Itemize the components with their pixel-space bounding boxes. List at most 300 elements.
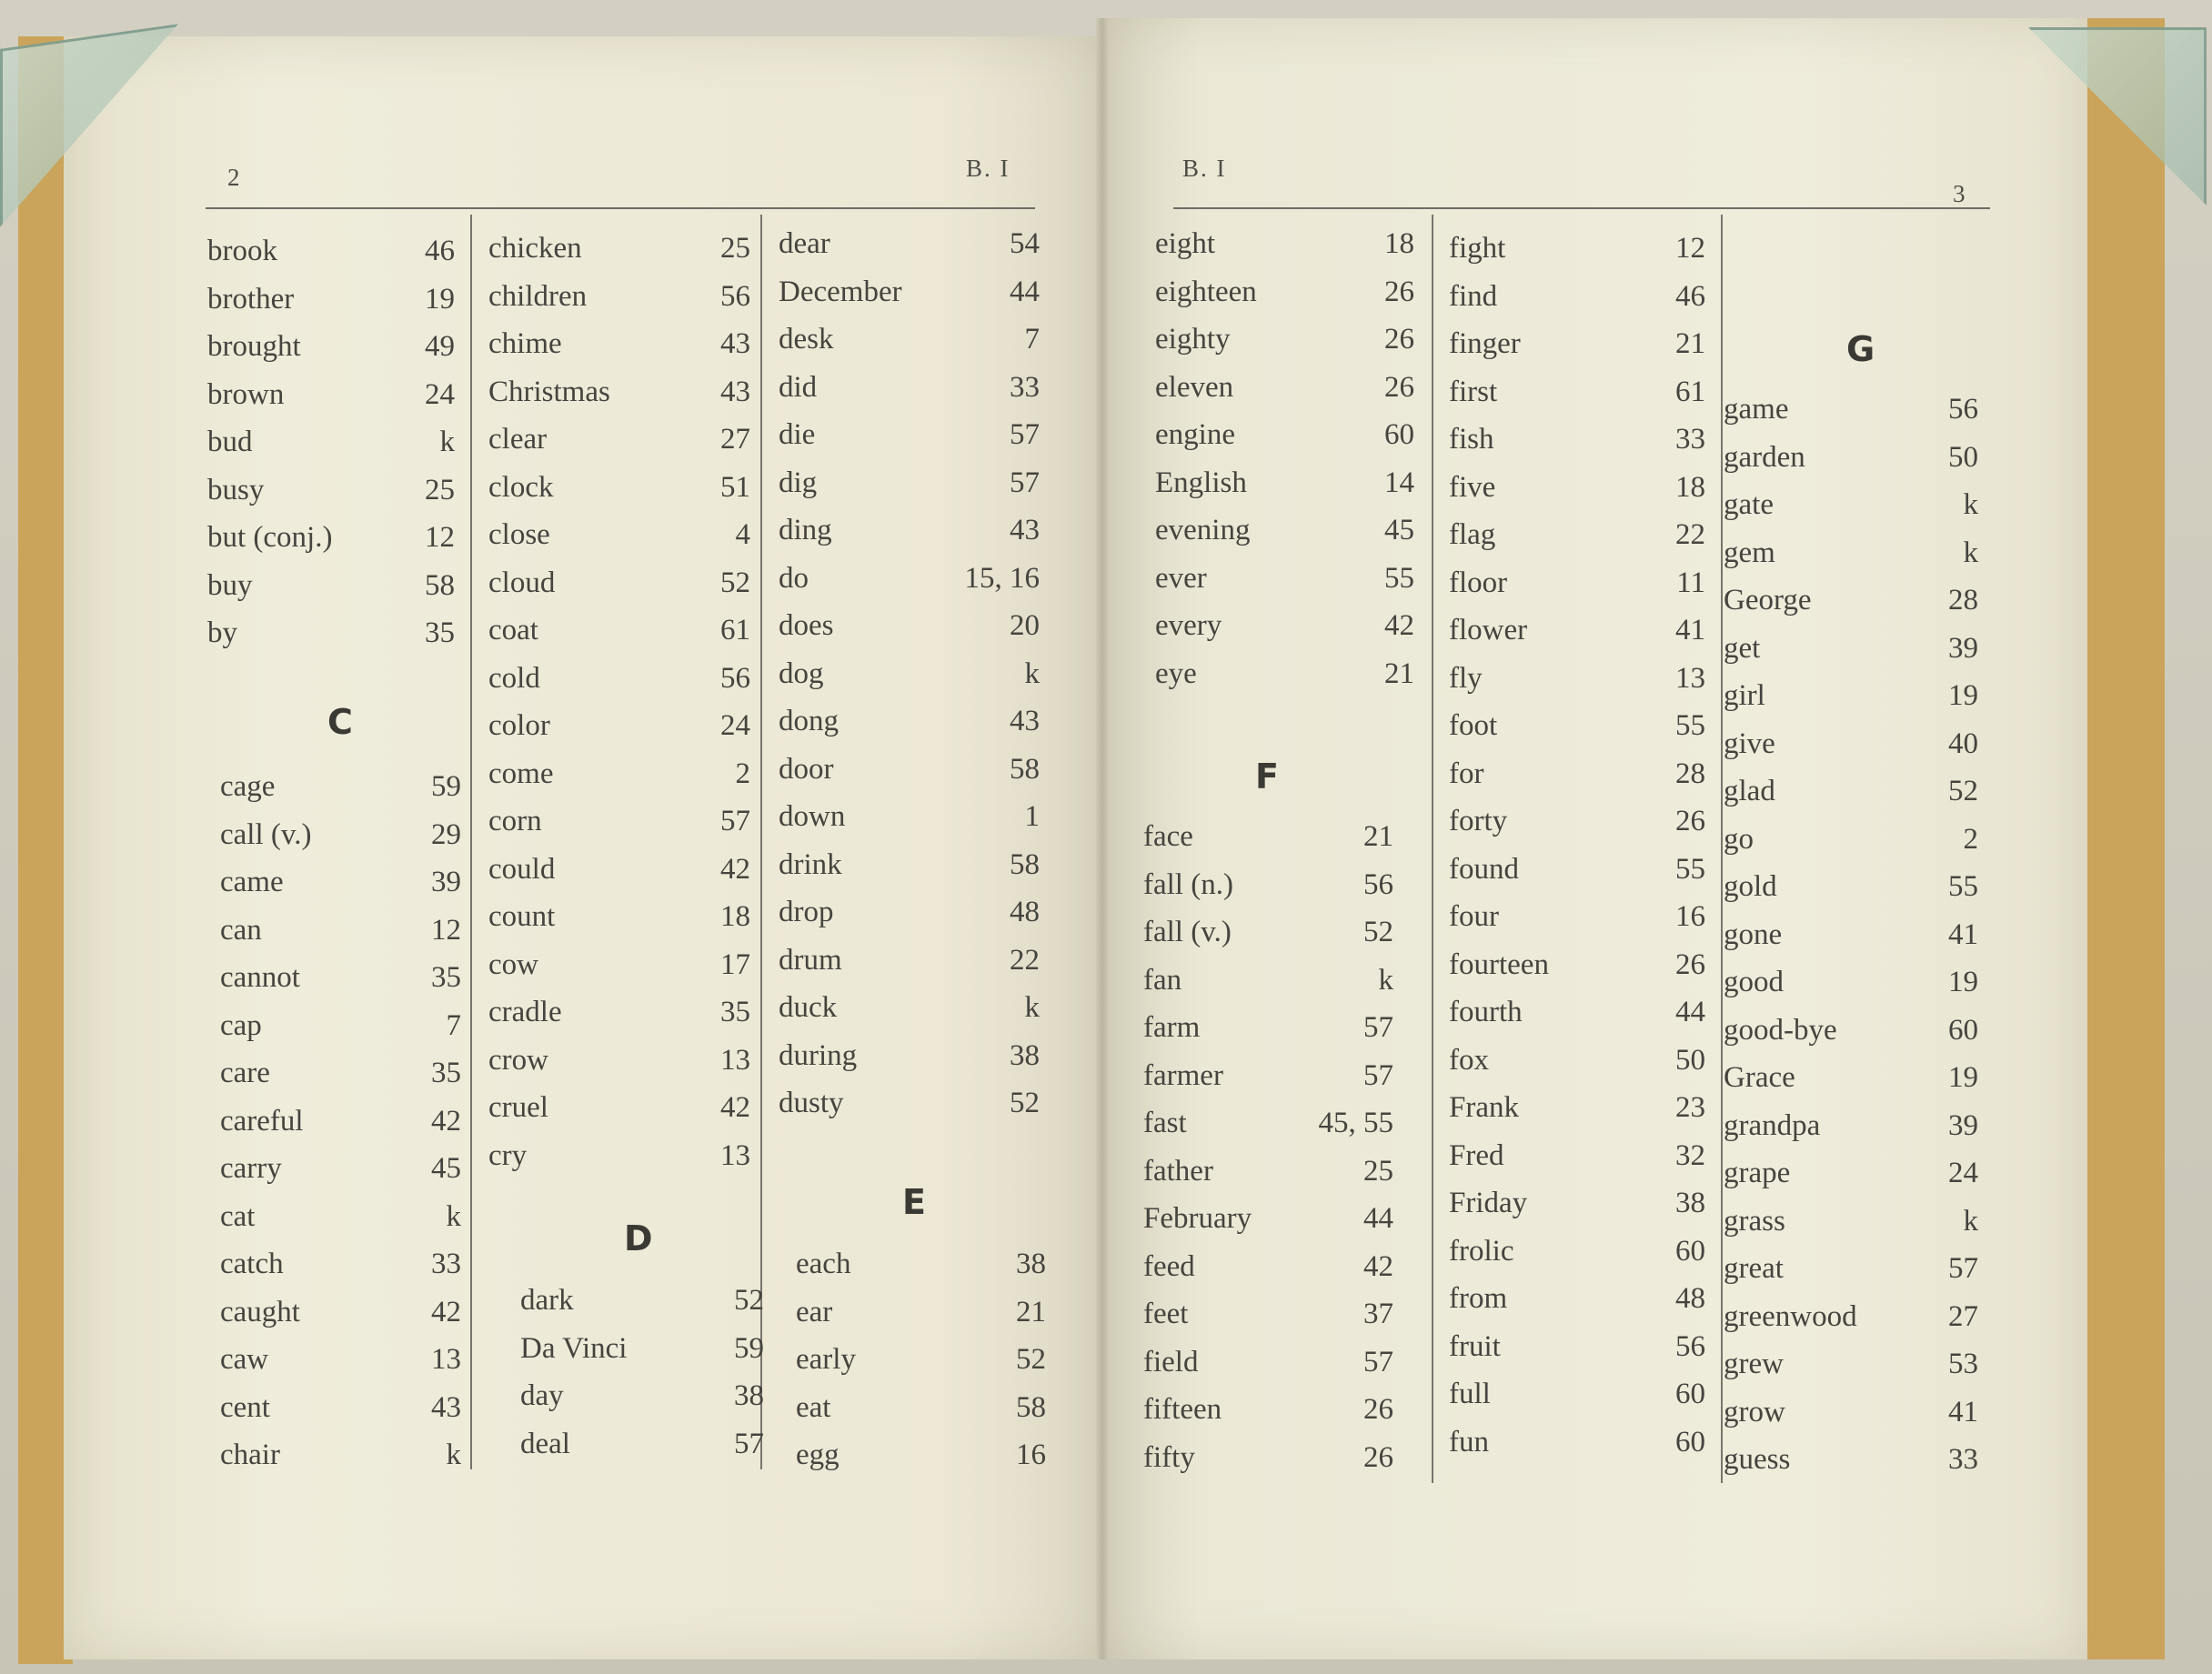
entry-word: cold xyxy=(488,661,540,695)
entry-page: 4 xyxy=(735,518,750,551)
index-entry xyxy=(1449,1426,1705,1474)
entry-word: fall (n.) xyxy=(1143,867,1233,901)
entry-word: brought xyxy=(207,330,301,363)
entry-word: eight xyxy=(1155,227,1215,260)
index-entry xyxy=(220,1438,461,1487)
index-entry xyxy=(220,770,461,818)
index-entry xyxy=(1724,1205,1978,1253)
entry-page: 2 xyxy=(735,757,750,790)
entry-word: flag xyxy=(1449,518,1496,551)
entry-word: buy xyxy=(207,568,253,602)
entry-word: cloud xyxy=(488,566,556,599)
entry-word: face xyxy=(1143,820,1193,853)
entry-word: do xyxy=(779,561,809,595)
index-entry xyxy=(1724,1014,1978,1062)
entry-page: 19 xyxy=(1948,1061,1978,1094)
index-entry xyxy=(1155,371,1414,419)
entry-word: brother xyxy=(207,282,295,316)
entry-page: 61 xyxy=(1675,375,1705,408)
entry-word: ding xyxy=(779,514,832,546)
index-column xyxy=(1449,232,1705,1473)
entry-word: day xyxy=(520,1379,564,1412)
entry-word: chicken xyxy=(488,232,582,265)
entry-page: 23 xyxy=(1675,1091,1705,1124)
entry-page: 39 xyxy=(1948,631,1978,665)
index-entry xyxy=(1449,948,1705,997)
entry-word: duck xyxy=(779,991,838,1024)
entry-page: 55 xyxy=(1948,870,1978,903)
index-entry xyxy=(207,616,455,665)
index-entry xyxy=(779,896,1040,944)
entry-word: go xyxy=(1724,822,1754,856)
index-entry xyxy=(207,235,455,283)
entry-word: gem xyxy=(1724,536,1775,569)
entry-word: came xyxy=(220,866,284,898)
entry-word: five xyxy=(1449,470,1496,504)
index-entry xyxy=(1724,441,1978,489)
entry-word: Fred xyxy=(1449,1138,1504,1172)
index-entry xyxy=(488,471,750,519)
entry-word: fight xyxy=(1449,232,1506,265)
entry-word: down xyxy=(779,800,846,833)
index-entry xyxy=(1449,614,1705,662)
entry-page: k xyxy=(1963,488,1978,521)
entry-page: 60 xyxy=(1675,1234,1705,1268)
left-column-divider-2 xyxy=(760,215,762,1469)
index-entry xyxy=(488,280,750,328)
index-entry xyxy=(220,1009,461,1058)
entry-word: four xyxy=(1449,900,1499,933)
entry-page: 57 xyxy=(1010,466,1040,499)
index-column xyxy=(779,227,1040,1135)
entry-word: care xyxy=(220,1057,270,1089)
index-entry xyxy=(520,1332,764,1380)
index-entry xyxy=(1155,657,1414,706)
index-entry xyxy=(220,1200,461,1248)
entry-page: 52 xyxy=(720,566,750,599)
entry-page: 58 xyxy=(425,568,455,602)
entry-word: forty xyxy=(1449,805,1508,837)
entry-word: brook xyxy=(207,235,277,267)
index-entry xyxy=(796,1296,1046,1344)
book-gutter xyxy=(1096,18,1109,1659)
index-entry xyxy=(779,609,1040,657)
entry-page: 37 xyxy=(1363,1298,1393,1330)
entry-word: drink xyxy=(779,847,842,881)
index-entry xyxy=(779,276,1040,324)
entry-page: 19 xyxy=(1948,966,1978,998)
entry-page: 41 xyxy=(1948,1395,1978,1428)
entry-page: 21 xyxy=(1363,820,1393,853)
entry-page: 55 xyxy=(1675,852,1705,886)
index-column xyxy=(220,770,461,1487)
entry-page: 13 xyxy=(720,1138,750,1172)
entry-page: 58 xyxy=(1016,1390,1046,1424)
entry-page: 48 xyxy=(1675,1282,1705,1315)
index-entry xyxy=(779,562,1040,610)
entry-page: 43 xyxy=(1010,514,1040,546)
index-entry xyxy=(488,996,750,1044)
entry-word: good xyxy=(1724,966,1784,998)
section-letter-d: D xyxy=(624,1218,653,1258)
entry-word: clear xyxy=(488,423,548,456)
index-entry xyxy=(1449,423,1705,471)
index-entry xyxy=(1724,1061,1978,1109)
index-entry xyxy=(1449,900,1705,948)
index-entry xyxy=(488,327,750,376)
index-entry xyxy=(1155,227,1414,276)
entry-page: 56 xyxy=(1363,867,1393,901)
index-entry xyxy=(1449,566,1705,615)
entry-page: k xyxy=(446,1438,461,1471)
index-entry xyxy=(207,378,455,426)
entry-word: grow xyxy=(1724,1395,1785,1428)
entry-page: 41 xyxy=(1948,917,1978,951)
index-entry xyxy=(220,818,461,867)
entry-page: 59 xyxy=(734,1331,764,1365)
entry-word: finger xyxy=(1449,327,1521,360)
entry-page: 52 xyxy=(1948,775,1978,807)
entry-word: Friday xyxy=(1449,1187,1528,1219)
index-entry xyxy=(488,853,750,901)
entry-word: crow xyxy=(488,1043,548,1077)
entry-word: every xyxy=(1155,609,1222,642)
index-entry xyxy=(1724,1300,1978,1348)
index-entry xyxy=(1449,853,1705,901)
entry-page: 21 xyxy=(1384,657,1414,690)
entry-word: coat xyxy=(488,614,538,647)
right-header-rule xyxy=(1173,207,1990,209)
index-entry xyxy=(1449,1378,1705,1426)
entry-page: 45 xyxy=(1384,514,1414,546)
index-entry xyxy=(779,1039,1040,1088)
index-entry xyxy=(779,323,1040,371)
entry-page: 27 xyxy=(720,423,750,456)
entry-word: cruel xyxy=(488,1091,548,1124)
entry-word: frolic xyxy=(1449,1234,1514,1268)
entry-page: 16 xyxy=(1675,900,1705,933)
index-entry xyxy=(1724,1348,1978,1396)
entry-page: 7 xyxy=(446,1008,461,1042)
entry-page: 18 xyxy=(720,900,750,933)
entry-word: garden xyxy=(1724,440,1805,474)
index-entry xyxy=(1449,1139,1705,1188)
entry-word: found xyxy=(1449,852,1519,886)
entry-word: dong xyxy=(779,705,839,737)
entry-word: color xyxy=(488,709,550,742)
entry-word: corn xyxy=(488,805,542,837)
entry-word: glad xyxy=(1724,775,1775,807)
entry-word: cradle xyxy=(488,996,562,1028)
index-entry xyxy=(779,418,1040,466)
entry-page: 38 xyxy=(1016,1248,1046,1280)
index-column xyxy=(488,232,750,1187)
entry-word: fast xyxy=(1143,1107,1187,1139)
entry-page: 56 xyxy=(1675,1329,1705,1363)
index-entry xyxy=(796,1391,1046,1439)
entry-page: 19 xyxy=(425,282,455,316)
left-column-divider-1 xyxy=(470,215,472,1469)
entry-page: 43 xyxy=(431,1390,461,1424)
entry-page: 25 xyxy=(720,232,750,265)
entry-word: field xyxy=(1143,1345,1199,1378)
index-entry xyxy=(1449,232,1705,280)
index-entry xyxy=(796,1248,1046,1296)
index-entry xyxy=(1449,376,1705,424)
entry-page: 13 xyxy=(720,1043,750,1077)
entry-page: 2 xyxy=(1963,822,1978,856)
entry-page: 24 xyxy=(425,377,455,411)
entry-word: children xyxy=(488,279,588,313)
index-entry xyxy=(779,800,1040,848)
entry-page: 42 xyxy=(431,1295,461,1328)
index-entry xyxy=(1724,966,1978,1014)
entry-word: dog xyxy=(779,657,824,690)
entry-word: cry xyxy=(488,1138,528,1172)
entry-page: 56 xyxy=(720,661,750,695)
entry-word: eighteen xyxy=(1155,275,1257,308)
entry-word: caught xyxy=(220,1295,300,1328)
entry-page: 25 xyxy=(425,473,455,506)
entry-word: floor xyxy=(1449,566,1508,599)
index-entry xyxy=(1155,514,1414,562)
entry-word: first xyxy=(1449,375,1498,408)
entry-page: 55 xyxy=(1675,709,1705,742)
entry-word: close xyxy=(488,518,550,551)
entry-page: k xyxy=(1963,1204,1978,1238)
entry-page: 57 xyxy=(1363,1011,1393,1044)
entry-word: caw xyxy=(220,1343,269,1376)
entry-page: k xyxy=(1963,536,1978,569)
right-page-number: 3 xyxy=(1953,180,1967,207)
entry-word: catch xyxy=(220,1248,284,1280)
entry-word: come xyxy=(488,757,554,790)
entry-page: 33 xyxy=(1010,370,1040,404)
entry-word: Christmas xyxy=(488,375,610,408)
entry-page: 19 xyxy=(1948,679,1978,712)
entry-word: from xyxy=(1449,1282,1508,1315)
entry-page: 43 xyxy=(720,375,750,408)
entry-page: 21 xyxy=(1675,327,1705,360)
index-entry xyxy=(1724,632,1978,680)
entry-page: 12 xyxy=(431,913,461,947)
entry-page: 43 xyxy=(720,327,750,360)
entry-word: ever xyxy=(1155,561,1207,595)
index-entry xyxy=(207,521,455,569)
entry-page: 49 xyxy=(425,330,455,363)
entry-page: 39 xyxy=(1948,1108,1978,1142)
index-entry xyxy=(1449,1044,1705,1092)
index-entry xyxy=(1143,1393,1393,1441)
entry-word: clock xyxy=(488,470,554,504)
entry-page: 42 xyxy=(1384,609,1414,642)
entry-word: great xyxy=(1724,1252,1784,1285)
index-entry xyxy=(1143,868,1393,917)
entry-word: Frank xyxy=(1449,1091,1519,1124)
entry-word: give xyxy=(1724,727,1775,760)
entry-page: 53 xyxy=(1948,1348,1978,1380)
entry-word: call (v.) xyxy=(220,817,312,851)
index-entry xyxy=(1143,1107,1393,1155)
index-entry xyxy=(488,1091,750,1139)
index-entry xyxy=(779,371,1040,419)
entry-word: grandpa xyxy=(1724,1108,1821,1142)
index-entry xyxy=(1449,662,1705,710)
entry-word: during xyxy=(779,1038,858,1072)
index-entry xyxy=(796,1438,1046,1487)
index-entry xyxy=(1449,757,1705,806)
entry-word: fall (v.) xyxy=(1143,916,1232,948)
index-entry xyxy=(220,1296,461,1344)
index-entry xyxy=(1143,1346,1393,1394)
entry-word: fourteen xyxy=(1449,947,1549,981)
right-column-divider-2 xyxy=(1721,215,1723,1483)
entry-word: fox xyxy=(1449,1043,1489,1077)
entry-page: 17 xyxy=(720,947,750,981)
entry-page: 57 xyxy=(1948,1252,1978,1285)
index-entry xyxy=(1449,996,1705,1044)
entry-word: gold xyxy=(1724,870,1777,903)
entry-word: desk xyxy=(779,323,834,356)
index-entry xyxy=(1724,536,1978,585)
entry-page: 52 xyxy=(1010,1087,1040,1119)
index-entry xyxy=(1143,1202,1393,1250)
index-entry xyxy=(207,569,455,617)
entry-page: k xyxy=(446,1199,461,1233)
entry-page: 12 xyxy=(425,521,455,554)
entry-word: eighty xyxy=(1155,323,1231,356)
index-entry xyxy=(779,514,1040,562)
entry-word: grew xyxy=(1724,1348,1784,1380)
entry-word: cent xyxy=(220,1390,270,1424)
entry-word: fruit xyxy=(1449,1329,1501,1363)
entry-page: 45, 55 xyxy=(1318,1107,1393,1139)
entry-word: but (conj.) xyxy=(207,521,333,554)
entry-page: 35 xyxy=(720,996,750,1028)
index-entry xyxy=(1724,918,1978,967)
entry-page: k xyxy=(439,426,455,458)
entry-word: fish xyxy=(1449,423,1494,456)
index-entry xyxy=(779,944,1040,992)
entry-page: 20 xyxy=(1010,609,1040,642)
entry-word: brown xyxy=(207,377,285,411)
index-entry xyxy=(779,705,1040,753)
entry-word: fan xyxy=(1143,963,1182,997)
entry-page: 57 xyxy=(1363,1058,1393,1092)
entry-word: egg xyxy=(796,1438,840,1471)
index-entry xyxy=(1724,393,1978,441)
index-entry xyxy=(220,914,461,962)
index-entry xyxy=(220,1152,461,1200)
entry-page: 57 xyxy=(734,1427,764,1460)
index-entry xyxy=(488,614,750,662)
index-column xyxy=(520,1284,764,1475)
index-entry xyxy=(1143,1155,1393,1203)
entry-page: 40 xyxy=(1948,727,1978,760)
entry-word: drum xyxy=(779,943,842,977)
index-entry xyxy=(1449,1282,1705,1330)
index-entry xyxy=(1155,276,1414,324)
index-entry xyxy=(220,961,461,1009)
index-entry xyxy=(220,1248,461,1296)
entry-page: 26 xyxy=(1363,1393,1393,1426)
index-entry xyxy=(779,753,1040,801)
index-column xyxy=(796,1248,1046,1487)
entry-word: did xyxy=(779,370,818,404)
entry-page: 46 xyxy=(425,235,455,267)
index-entry xyxy=(1143,1250,1393,1298)
index-entry xyxy=(1449,1235,1705,1283)
index-entry xyxy=(488,805,750,853)
cover-edge-right xyxy=(2083,18,2165,1659)
entry-word: gone xyxy=(1724,917,1783,951)
index-entry xyxy=(220,1057,461,1105)
index-entry xyxy=(520,1428,764,1476)
index-entry xyxy=(220,1343,461,1391)
entry-page: 21 xyxy=(1016,1295,1046,1328)
entry-page: 16 xyxy=(1016,1438,1046,1471)
entry-word: for xyxy=(1449,757,1484,790)
entry-word: English xyxy=(1155,466,1247,499)
index-column xyxy=(1143,820,1393,1489)
entry-page: 55 xyxy=(1384,561,1414,595)
entry-page: 15, 16 xyxy=(964,561,1040,595)
entry-word: engine xyxy=(1155,418,1235,451)
entry-page: 35 xyxy=(431,1057,461,1089)
entry-page: 26 xyxy=(1384,323,1414,356)
index-entry xyxy=(1724,1396,1978,1444)
index-entry xyxy=(488,662,750,710)
entry-word: dear xyxy=(779,227,830,260)
entry-word: game xyxy=(1724,393,1789,426)
index-column xyxy=(1724,393,1978,1491)
index-entry xyxy=(1449,518,1705,566)
index-entry xyxy=(779,1087,1040,1135)
entry-word: fun xyxy=(1449,1425,1489,1458)
index-entry xyxy=(207,330,455,378)
index-entry xyxy=(1724,727,1978,776)
index-entry xyxy=(1724,488,1978,536)
entry-word: die xyxy=(779,418,816,451)
index-entry xyxy=(1449,327,1705,376)
entry-word: deal xyxy=(520,1427,570,1460)
entry-page: 18 xyxy=(1675,470,1705,504)
index-entry xyxy=(488,566,750,615)
entry-page: 60 xyxy=(1384,418,1414,451)
section-letter-e: E xyxy=(902,1182,926,1222)
entry-page: 28 xyxy=(1948,584,1978,616)
entry-page: 42 xyxy=(431,1104,461,1138)
index-entry xyxy=(1724,1252,1978,1300)
entry-page: k xyxy=(1378,963,1393,997)
entry-page: 42 xyxy=(1363,1249,1393,1283)
index-entry xyxy=(779,991,1040,1039)
entry-page: 12 xyxy=(1675,232,1705,265)
entry-page: 52 xyxy=(734,1284,764,1317)
entry-word: could xyxy=(488,852,556,886)
entry-word: cow xyxy=(488,947,538,981)
entry-word: ear xyxy=(796,1295,833,1328)
entry-word: dusty xyxy=(779,1087,844,1119)
index-entry xyxy=(1155,609,1414,657)
entry-word: eye xyxy=(1155,657,1197,690)
entry-page: 42 xyxy=(720,852,750,886)
index-entry xyxy=(1143,820,1393,868)
entry-page: 44 xyxy=(1363,1202,1393,1235)
entry-page: 57 xyxy=(720,805,750,837)
index-entry xyxy=(488,900,750,948)
entry-word: father xyxy=(1143,1154,1213,1188)
